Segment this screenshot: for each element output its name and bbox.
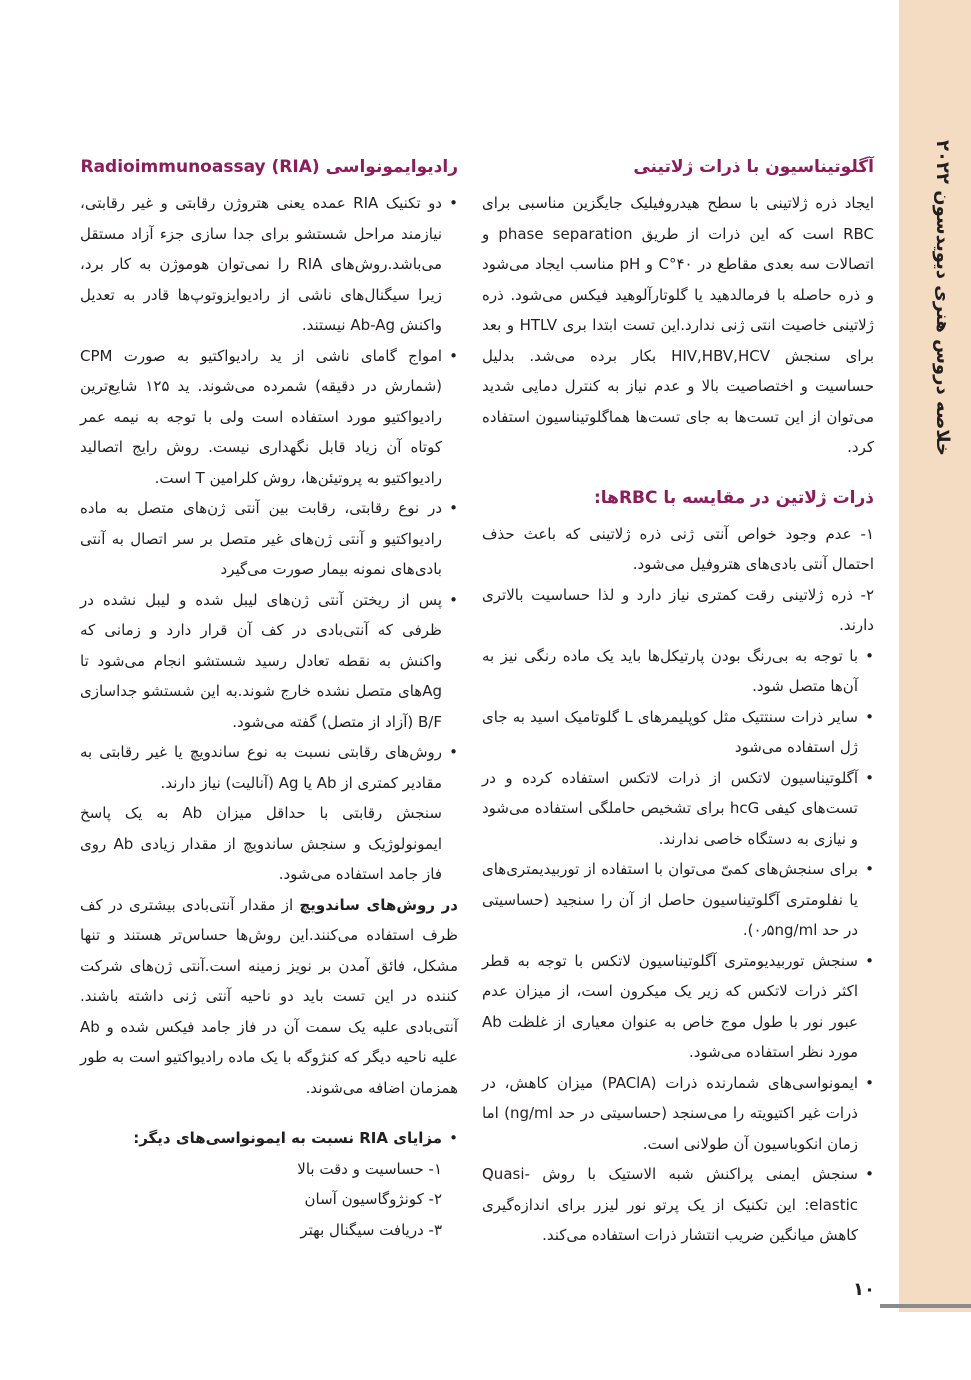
advantages-list [80, 1123, 458, 1154]
list-item: • در نوع رقابتی، رقابت بین آنتی ژن‌های متصل به ماده رادیواکتیو و آنتی ژن‌های غیر متصل بر سر اتصال به آنتی بادی‌های نمونه بیمار صورت می‌گیرد [80, 493, 442, 585]
heading-gelatin-agglutination: آگلوتیناسیون با ذرات ژلاتینی [633, 157, 874, 177]
list-item: • ایمونواسی‌های شمارنده ذرات (PAClA) میزان کاهش، در ذرات غیر اکتیویته را می‌سنجد (حساسیتی در حد ng/ml) اما زمان انکوباسیون آن طولانی است. [482, 1068, 858, 1160]
list-item: • برای سنجش‌های کمیّ می‌توان با استفاده از توربیدیمتری‌های یا نفلومتری آگلوتیناسیون حاصل از آن را سنجید (حساسیتی در حد ۰٫۵ng/ml). [482, 854, 858, 946]
advantage-item: ۳- دریافت سیگنال بهتر [300, 1220, 442, 1239]
list-item: • پس از ریختن آنتی ژن‌های لیبل شده و لیبل نشده در ظرفی که آنتی‌بادی در کف آن قرار دارد و زمانی که واکنش به نقطه تعادل رسید شستشو انجام می‌شود تا Agهای متصل نشده خارج شوند.به این شستشو جداسازی B/F (آزاد از متصل) گفته می‌شود. [80, 585, 442, 738]
advantages-title [80, 1123, 442, 1154]
list-item: • روش‌های رقابتی نسبت به نوع ساندویچ یا غیر رقابتی به مقادیر کمتری از Ab یا Ag (آنالیت) نیاز دارند. [80, 737, 442, 798]
list-item: • با توجه به بی‌رنگ بودن پارتیکل‌ها باید یک ماده رنگی نیز به آن‌ها متصل شود. [482, 641, 858, 702]
advantage-item: ۱- حساسیت و دقت بالا [297, 1159, 442, 1178]
heading-gelatin-vs-rbc: ذرات ژلاتین در مقایسه با RBCها: [594, 487, 874, 508]
left-bullet-list [80, 188, 458, 798]
list-item: • آگلوتیناسیون لاتکس از ذرات لاتکس استفاده کرده و در تست‌های کیفی hcG برای تشخیص حاملگی استفاده می‌شود و نیازی به دستگاه خاصی ندارند. [482, 763, 858, 855]
list-item: • سایر ذرات سنتتیک مثل کوپلیمرهای L گلوتامیک اسید به جای ژل استفاده می‌شود [482, 702, 858, 763]
list-item: • سنجش ایمنی پراکنش شبه الاستیک با روش Quasi-elastic: این تکنیک از یک پرتو نور لیزر برای اندازه‌گیری کاهش میانگین ضریب انتشار ذرات استفاده می‌کند. [482, 1159, 858, 1251]
sandwich-text: از مقدار آنتی‌بادی بیشتری در کف ظرف استفاده می‌کنند.این روش‌ها حساس‌تر هستند و تنها مشکل، فائق آمدن بر نویز زمینه است.آنتی ژن‌های شرکت کننده در این تست باید دو ناحیه آنتی ژنی داشته باشند. آنتی‌بادی علیه یک سمت آن در فاز جامد فیکس شده و Ab علیه ناحیه دیگر که کنژوگه با یک ماده رادیواکتیو است به طور همزمان اضافه می‌شوند. [80, 895, 458, 1097]
side-tab [899, 0, 971, 1312]
numbered-item-1: ۱- عدم وجود خواص آنتی ژنی ذره ژلاتینی که باعث حذف احتمال آنتی بادی‌های هتروفیل می‌شود. [482, 524, 874, 573]
list-item: • امواج گامای ناشی از ید رادیواکتیو به صورت CPM (شمارش در دقیقه) شمرده می‌شوند. ید ۱۲۵ شایع‌ترین رادیواکتیو مورد استفاده است ولی با توجه به نیمه عمر کوتاه آن زیاد قابل نگهداری نیست. روش رایج اتصالید رادیواکتیو به پروتیئن‌ها، روش کلرامین T است. [80, 341, 442, 494]
left-column [80, 150, 458, 1245]
paragraph-sandwich [80, 890, 458, 1104]
book-title: خلاصه دروس هنری دیویدسون ۲۰۲۲ [932, 140, 953, 456]
sandwich-bold-lead: در روش‌های ساندویچ [299, 895, 458, 914]
advantage-item: ۲- کونژوگاسیون آسان [304, 1190, 442, 1208]
paragraph-competitive: سنجش رقابتی با حداقل میزان Ab به یک پاسخ ایمونولوژیک و سنجش ساندویچ از مقدار زیادی Ab روی فاز جامد استفاده می‌شود. [80, 804, 443, 883]
page-number: ۱۰ [853, 1279, 875, 1300]
paragraph-gelatin: ایجاد ذره ژلاتینی با سطح هیدروفیلیک جایگزین مناسبی برای RBC است که این ذرات از طریق phase separation و اتصالات سه بعدی مقاطع در ۴۰°C و pH مناسب ایجاد می‌شود و ذره حاصله با فرمالدهید یا گلوتارآلوهید فیکس می‌شود. ذره ژلاتینی خاصیت انتی ژنی ندارد.این تست ابتدا بری HTLV و بعد برای سنجش HIV,HBV,HCV بکار برده می‌شد. بدلیل حساسیت و اختصاصیت بالا و عدم نیاز به کنترل دمایی شدید می‌توان از این تست‌ها به جای تست‌ها هماگلوتیناسیون استفاده کرد. [482, 194, 875, 456]
right-column [482, 150, 874, 1251]
heading-ria: رادیوایمونواسی (Radioimmunoassay (RIA [80, 157, 458, 177]
list-item: • دو تکنیک RIA عمده یعنی هتروژن رقابتی و غیر رقابتی، نیازمند مراحل شستشو برای جدا سازی جزء آزاد مستقل می‌باشد.روش‌های RIA را نمی‌توان هوموژن به کار برد، زیرا سیگنال‌های ناشی از رادیوایزوتوپ‌ها قادر به تعدیل واکنش Ab-Ag نیستند. [80, 188, 442, 341]
numbered-item-2: ۲- ذره ژلاتینی رقت کمتری نیاز دارد و لذا حساسیت بالاتری دارند. [482, 585, 874, 634]
advantages-title-text: مزایای RIA نسبت به ایمونواسی‌های دیگر: [133, 1129, 442, 1147]
list-item: • سنجش توربیدیومتری آگلوتیناسیون لاتکس با توجه به قطر اکثر ذرات لاتکس که زیر یک میکرون است، از میزان عدم عبور نور با طول موج خاص به عنوان معیاری از غلظت Ab مورد نظر استفاده می‌شود. [482, 946, 858, 1068]
right-bullet-list [482, 641, 874, 1251]
footer-rule [880, 1304, 971, 1308]
